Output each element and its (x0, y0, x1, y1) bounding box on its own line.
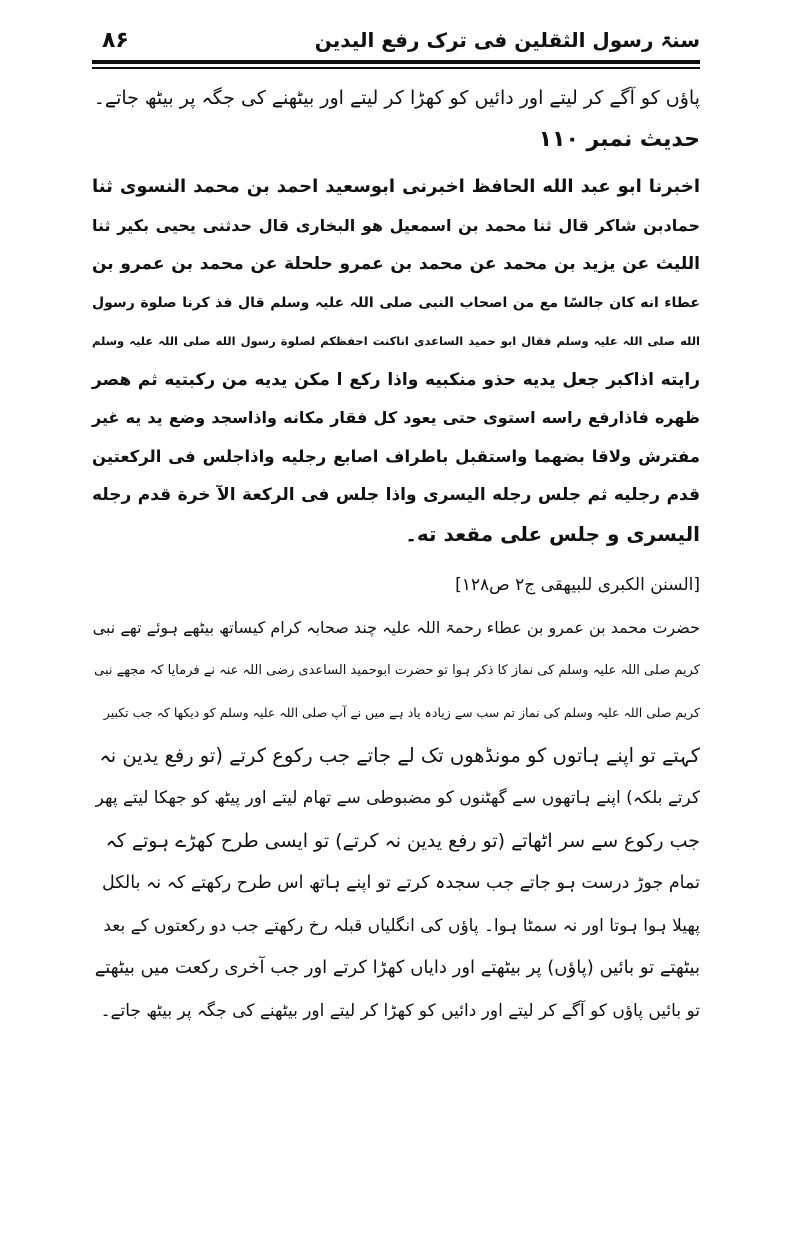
translation-line: کریم صلی اللہ علیہ وسلم کی نماز تم سب سے زیادہ یاد ہے میں نے آپ صلی اللہ علیہ وسلم کو دیکھا کہ جب تکبیر (103, 705, 700, 720)
page-number: ۸۶ (102, 28, 129, 53)
arabic-line: اخبرنا ابو عبد الله الحافظ اخبرنی ابوسعید احمد بن محمد النسوی ثنا (92, 176, 700, 197)
translation-line: کریم صلی اللہ علیہ وسلم کی نماز کا ذکر ہوا تو حضرت ابوحمید الساعدی رضی اللہ عنہ نے فرمایا کہ مجھے نبی (94, 662, 700, 678)
arabic-line: اللیث عن یزید بن محمد عن محمد بن عمرو حلحلة عن محمد بن عمرو بن (92, 254, 700, 274)
page-body (92, 76, 700, 1032)
header-rule-thin (92, 67, 700, 69)
arabic-line: مفترش ولاقا بضهما واستقبل باطراف اصابع رجلیه واذاجلس فی الرکعتین (92, 446, 700, 466)
translation-line: حضرت محمد بن عمرو بن عطاء رحمۃ اللہ علیہ چند صحابہ کرام کیساتھ بیٹھے ہوئے تھے نبی (92, 618, 700, 637)
translation-line: جب رکوع سے سر اٹھاتے (تو رفع یدین نہ کرتے) تو ایسی طرح کھڑے ہوتے کہ (105, 829, 700, 852)
translation-line: تمام جوڑ درست ہو جاتے جب سجدہ کرتے تو اپنے ہاتھ اس طرح رکھتے کہ نہ بالکل (102, 873, 700, 893)
header-rule-thick (92, 60, 700, 64)
hadith-number-heading: حدیث نمبر ۱۱۰ (538, 127, 700, 152)
arabic-line: قدم رجلیه ثم جلس رجله الیسری واذا جلس فی الرکعة الآ خرة قدم رجله (92, 485, 700, 505)
arabic-line: رایته اذاکبر جعل یدیه حذو منکبیه واذا رکع ا مکن یدیه من رکبتیه ثم هصر (92, 369, 700, 390)
running-title: سنۃ رسول الثقلین فی ترک رفع الیدین (314, 28, 700, 52)
preceding-text-line: پاؤں کو آگے کر لیتے اور دائیں کو کھڑا کر لیتے اور بیٹھنے کی جگہ پر بیٹھ جاتے۔ (93, 87, 700, 109)
source-reference: [السنن الکبری للبیهقی ج۲ ص۱۲۸] (455, 575, 700, 595)
arabic-line: ظهره فاذارفع راسه استوی حتی یعود کل فقار مکانه واذاسجد وضع ید یه غیر (92, 408, 700, 427)
urdu-translation (92, 607, 700, 1032)
arabic-hadith-text (92, 168, 700, 553)
arabic-line: حمادبن شاکر قال ثنا محمد بن اسمعیل هو البخاری قال حدثنی یحیی بکیر ثنا (92, 215, 700, 235)
arabic-line: الله صلی اللہ علیہ وسلم فقال ابو حمید الساعدی اناکنت احفظکم لصلوة رسول الله صلی اللہ علیہ وسلم (92, 334, 700, 348)
translation-line: کرتے بلکہ) اپنے ہاتھوں سے گھٹنوں کو مضبوطی سے تھام لیتے اور پیٹھ کو جھکا لیتے پھر (95, 788, 700, 808)
translation-line: تو بائیں پاؤں کو آگے کر لیتے اور دائیں کو کھڑا کر لیتے اور بیٹھنے کی جگہ پر بیٹھ جاتے۔ (100, 1000, 700, 1021)
translation-line: کہتے تو اپنے ہاتوں کو مونڈھوں تک لے جاتے جب رکوع کرتے (تو رفع یدین نہ (99, 743, 700, 767)
page-header (92, 24, 700, 58)
arabic-line: الیسری و جلس علی مقعد ته۔ (405, 521, 700, 546)
translation-line: بیٹھتے تو بائیں (پاؤں) پر بیٹھتے اور دایاں کھڑا کرتے اور جب آخری رکعت میں بیٹھتے (94, 957, 700, 978)
arabic-line: عطاء انه کان جالسًا مع من اصحاب النبی صلی اللہ علیہ وسلم قال فذ کرنا صلوة رسول (92, 294, 700, 311)
translation-line: پھیلا ہوا ہوتا اور نہ سمٹا ہوا۔ پاؤں کی انگلیاں قبلہ رخ رکھتے جب دو رکعتوں کے بعد (103, 915, 700, 936)
